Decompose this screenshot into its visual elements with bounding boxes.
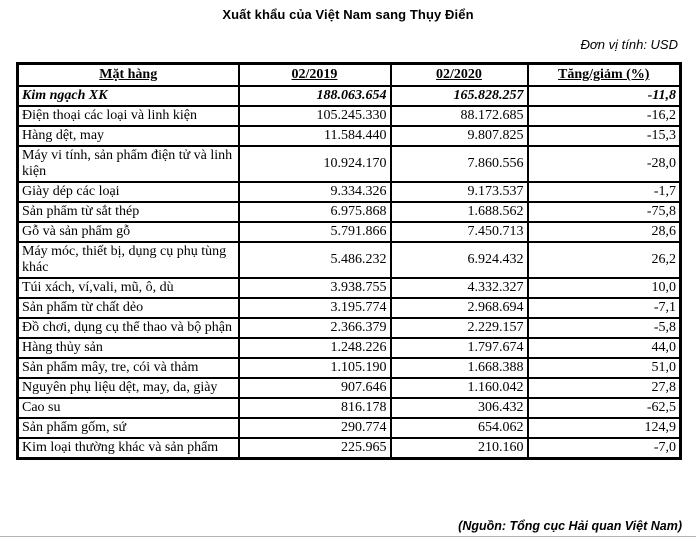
pct-change-cell: 124,9 [528, 418, 681, 438]
value-02-2020-cell: 165.828.257 [391, 86, 528, 106]
value-02-2020-cell: 4.332.327 [391, 278, 528, 298]
value-02-2019-cell: 6.975.868 [239, 202, 391, 222]
pct-change-cell: 10,0 [528, 278, 681, 298]
item-cell: Sản phẩm từ chất dẻo [18, 298, 239, 318]
table-row [18, 222, 681, 242]
value-02-2019-cell: 9.334.326 [239, 182, 391, 202]
value-02-2019-cell: 188.063.654 [239, 86, 391, 106]
pct-change-cell: -5,8 [528, 318, 681, 338]
pct-change-cell: -1,7 [528, 182, 681, 202]
value-02-2019-cell: 3.195.774 [239, 298, 391, 318]
pct-change-cell: -62,5 [528, 398, 681, 418]
value-02-2020-cell: 1.160.042 [391, 378, 528, 398]
pct-change-cell: 28,6 [528, 222, 681, 242]
item-cell: Sản phẩm mây, tre, cói và thảm [18, 358, 239, 378]
table-row [18, 146, 681, 182]
value-02-2019-cell: 105.245.330 [239, 106, 391, 126]
table-row [18, 378, 681, 398]
value-02-2019-cell: 11.584.440 [239, 126, 391, 146]
value-02-2019-cell: 1.105.190 [239, 358, 391, 378]
table-row [18, 182, 681, 202]
header-row [18, 64, 681, 87]
item-cell: Sản phẩm từ sắt thép [18, 202, 239, 222]
table-row [18, 278, 681, 298]
table-row [18, 398, 681, 418]
col-header-item: Mặt hàng [18, 64, 239, 87]
item-cell: Gỗ và sản phẩm gỗ [18, 222, 239, 242]
pct-change-cell: -15,3 [528, 126, 681, 146]
table-row [18, 106, 681, 126]
table-row [18, 298, 681, 318]
value-02-2019-cell: 5.791.866 [239, 222, 391, 242]
value-02-2020-cell: 654.062 [391, 418, 528, 438]
item-cell: Đồ chơi, dụng cụ thể thao và bộ phận [18, 318, 239, 338]
value-02-2019-cell: 907.646 [239, 378, 391, 398]
item-cell: Sản phẩm gốm, sứ [18, 418, 239, 438]
item-cell: Điện thoại các loại và linh kiện [18, 106, 239, 126]
summary-row [18, 86, 681, 106]
value-02-2019-cell: 225.965 [239, 438, 391, 459]
item-cell: Nguyên phụ liệu dệt, may, da, giày [18, 378, 239, 398]
item-cell: Máy vi tính, sản phẩm điện tử và linh kiện [18, 146, 239, 182]
unit-note: Đơn vị tính: USD [580, 37, 678, 52]
item-cell: Hàng dệt, may [18, 126, 239, 146]
pct-change-cell: -7,0 [528, 438, 681, 459]
value-02-2020-cell: 6.924.432 [391, 242, 528, 278]
col-header-02-2019: 02/2019 [239, 64, 391, 87]
item-cell: Cao su [18, 398, 239, 418]
item-cell: Kim ngạch XK [18, 86, 239, 106]
pct-change-cell: -28,0 [528, 146, 681, 182]
source-note: (Nguồn: Tổng cục Hải quan Việt Nam) [458, 519, 682, 533]
page-title: Xuất khẩu của Việt Nam sang Thụy Điển [222, 7, 474, 22]
value-02-2019-cell: 3.938.755 [239, 278, 391, 298]
pct-change-cell: -75,8 [528, 202, 681, 222]
value-02-2020-cell: 9.173.537 [391, 182, 528, 202]
col-header-02-2020: 02/2020 [391, 64, 528, 87]
value-02-2019-cell: 816.178 [239, 398, 391, 418]
value-02-2020-cell: 9.807.825 [391, 126, 528, 146]
item-cell: Giày dép các loại [18, 182, 239, 202]
table-row [18, 202, 681, 222]
value-02-2020-cell: 2.968.694 [391, 298, 528, 318]
pct-change-cell: -11,8 [528, 86, 681, 106]
pct-change-cell: 26,2 [528, 242, 681, 278]
table-row [18, 438, 681, 459]
exports-table [16, 62, 682, 460]
table-row [18, 338, 681, 358]
value-02-2020-cell: 1.668.388 [391, 358, 528, 378]
value-02-2019-cell: 2.366.379 [239, 318, 391, 338]
value-02-2020-cell: 7.860.556 [391, 146, 528, 182]
value-02-2020-cell: 210.160 [391, 438, 528, 459]
item-cell: Máy móc, thiết bị, dụng cụ phụ tùng khác [18, 242, 239, 278]
col-header-pct-change: Tăng/giảm (%) [528, 64, 681, 87]
item-cell: Túi xách, ví,vali, mũ, ô, dù [18, 278, 239, 298]
item-cell: Kim loại thường khác và sản phẩm [18, 438, 239, 459]
table-row [18, 126, 681, 146]
value-02-2019-cell: 290.774 [239, 418, 391, 438]
value-02-2020-cell: 1.688.562 [391, 202, 528, 222]
pct-change-cell: -7,1 [528, 298, 681, 318]
pct-change-cell: 44,0 [528, 338, 681, 358]
value-02-2019-cell: 1.248.226 [239, 338, 391, 358]
value-02-2019-cell: 5.486.232 [239, 242, 391, 278]
value-02-2020-cell: 1.797.674 [391, 338, 528, 358]
value-02-2020-cell: 2.229.157 [391, 318, 528, 338]
pct-change-cell: -16,2 [528, 106, 681, 126]
value-02-2020-cell: 88.172.685 [391, 106, 528, 126]
value-02-2020-cell: 306.432 [391, 398, 528, 418]
item-cell: Hàng thủy sản [18, 338, 239, 358]
table-row [18, 242, 681, 278]
table-row [18, 358, 681, 378]
value-02-2019-cell: 10.924.170 [239, 146, 391, 182]
table-row [18, 318, 681, 338]
table-row [18, 418, 681, 438]
pct-change-cell: 27,8 [528, 378, 681, 398]
pct-change-cell: 51,0 [528, 358, 681, 378]
value-02-2020-cell: 7.450.713 [391, 222, 528, 242]
